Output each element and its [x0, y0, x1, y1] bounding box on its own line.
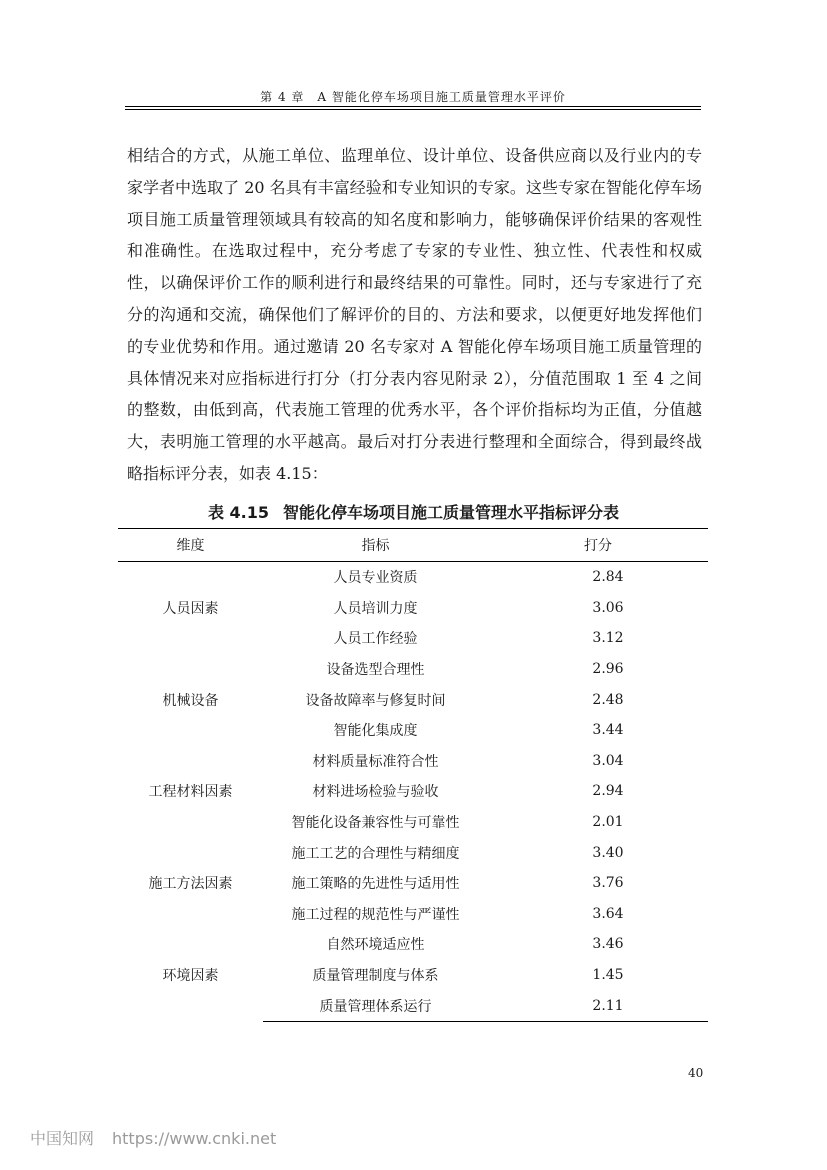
score-cell: 2.01: [592, 814, 624, 831]
indicator-cell: 施工策略的先进性与适用性: [291, 876, 460, 893]
table-header-row: [118, 529, 708, 562]
score-cell: 2.48: [592, 691, 624, 708]
score-cell: 2.84: [592, 569, 624, 586]
indicator-cell: 质量管理制度与体系: [312, 968, 439, 985]
indicator-cell: 施工过程的规范性与严谨性: [291, 906, 460, 923]
indicator-cell: 人员专业资质: [333, 570, 418, 587]
header-rule: [125, 106, 701, 107]
score-table: [118, 528, 708, 1022]
watermark-brand: 中国知网: [30, 1129, 95, 1148]
score-cell: 2.96: [592, 661, 624, 678]
indicator-cell: 质量管理体系运行: [263, 990, 488, 1021]
indicator-cell: 人员培训力度: [333, 600, 418, 617]
header-indicator: 指标: [263, 529, 488, 562]
indicator-cell: 智能化集成度: [333, 723, 418, 740]
score-cell: 2.94: [592, 783, 624, 800]
running-header: 第 4 章 A 智能化停车场项目施工质量管理水平评价: [260, 90, 566, 104]
watermark-url: https://www.cnki.net: [112, 1129, 277, 1148]
indicator-cell: 设备选型合理性: [326, 662, 425, 679]
header-dimension: 维度: [118, 529, 263, 562]
score-cell: 1.45: [592, 967, 624, 984]
table-row: [118, 929, 708, 960]
score-cell: 2.11: [488, 990, 708, 1021]
indicator-cell: 设备故障率与修复时间: [305, 692, 446, 709]
indicator-cell: 施工工艺的合理性与精细度: [291, 845, 460, 862]
indicator-cell: 材料质量标准符合性: [312, 753, 439, 770]
dimension-cell: 环境因素: [162, 968, 219, 985]
table-caption-number: 表 4.15: [207, 503, 270, 522]
header-rule-thin: [125, 109, 701, 110]
dimension-cell: 人员因素: [162, 600, 219, 617]
score-cell: 3.40: [592, 844, 624, 861]
dimension-cell: 机械设备: [162, 692, 219, 709]
table-caption-title: 智能化停车场项目施工质量管理水平指标评分表: [283, 503, 620, 522]
header-score: 打分: [488, 529, 708, 562]
score-cell: 3.06: [592, 599, 624, 616]
indicator-cell: 材料进场检验与验收: [312, 784, 439, 801]
watermark: [30, 1126, 276, 1149]
indicator-cell: 智能化设备兼容性与可靠性: [291, 815, 460, 832]
score-cell: 3.46: [592, 936, 624, 953]
dimension-cell: 工程材料因素: [148, 784, 233, 801]
page-number: 40: [688, 1066, 704, 1080]
table-row: [118, 837, 708, 868]
table-row: [118, 562, 708, 593]
table-caption: [0, 500, 827, 523]
indicator-cell: 自然环境适应性: [326, 937, 425, 954]
score-cell: 3.64: [592, 905, 624, 922]
score-cell: 3.44: [592, 722, 624, 739]
dimension-cell: 施工方法因素: [148, 876, 233, 893]
table-row: [118, 746, 708, 777]
score-cell: 3.76: [592, 875, 624, 892]
score-cell: 3.04: [592, 752, 624, 769]
indicator-cell: 人员工作经验: [333, 631, 418, 648]
table-row: [118, 654, 708, 685]
body-paragraph: 相结合的方式，从施工单位、监理单位、设计单位、设备供应商以及行业内的专家学者中选取了 20 名具有丰富经验和专业知识的专家。这些专家在智能化停车场项目施工质量管理领域具有较高的知名度和影响力，能够确保评价结果的客观性和准确性。在选取过程中，充分考虑了专家的专业性、独立性、代表性和权威性，以确保评价工作的顺利进行和最终结果的可靠性。同时，还与专家进行了充分的沟通和交流，确保他们了解评价的目的、方法和要求，以便更好地发挥他们的专业优势和作用。通过邀请 20 名专家对 A 智能化停车场项目施工质量管理的具体情况来对应指标进行打分（打分表内容见附录 2），分值范围取 1 至 4 之间的整数，由低到高，代表施工管理的优秀水平，各个评价指标均为正值，分值越大，表明施工管理的水平越高。最后对打分表进行整理和全面综合，得到最终战略指标评分表，如表 4.15：: [127, 146, 702, 483]
score-cell: 3.12: [592, 630, 624, 647]
